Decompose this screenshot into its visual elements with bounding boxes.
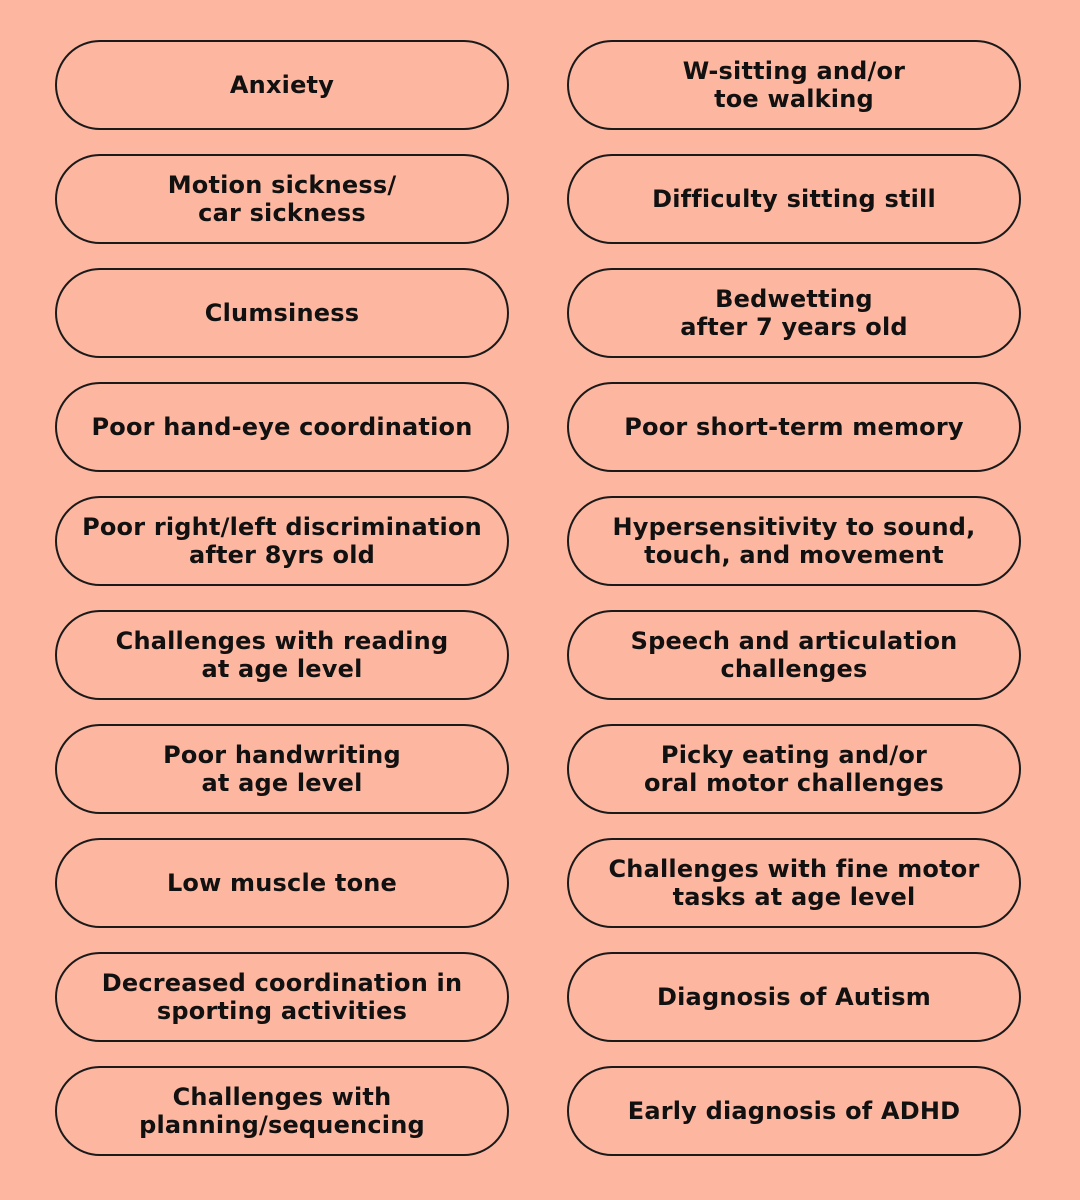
- symptom-grid: [55, 40, 1021, 1156]
- symptom-label: Low muscle tone: [166, 869, 398, 897]
- symptom-pill-anxiety: [55, 40, 509, 130]
- symptom-pill-right-left: [55, 496, 509, 586]
- symptom-pill-hand-eye: [55, 382, 509, 472]
- symptom-pill-short-term-memory: [567, 382, 1021, 472]
- symptom-label: W-sitting and/or toe walking: [682, 57, 906, 113]
- symptom-label: Picky eating and/or oral motor challenges: [643, 741, 945, 797]
- symptom-label: Anxiety: [229, 71, 335, 99]
- symptom-pill-speech: [567, 610, 1021, 700]
- symptom-label: Hypersensitivity to sound, touch, and movement: [612, 513, 976, 569]
- symptom-label: Clumsiness: [204, 299, 360, 327]
- symptom-pill-picky-eating: [567, 724, 1021, 814]
- symptom-label: Bedwetting after 7 years old: [680, 285, 908, 341]
- symptom-label: Challenges with fine motor tasks at age level: [608, 855, 980, 911]
- symptom-label: Poor right/left discrimination after 8yrs old: [82, 513, 482, 569]
- symptom-pill-coordination-sports: [55, 952, 509, 1042]
- symptom-pill-reading: [55, 610, 509, 700]
- symptom-label: Difficulty sitting still: [652, 185, 936, 213]
- symptom-label: Diagnosis of Autism: [657, 983, 931, 1011]
- symptom-label: Poor hand-eye coordination: [91, 413, 473, 441]
- symptom-label: Motion sickness/ car sickness: [167, 171, 397, 227]
- symptom-pill-motion-sickness: [55, 154, 509, 244]
- symptom-label: Decreased coordination in sporting activities: [101, 969, 463, 1025]
- symptom-pill-w-sitting: [567, 40, 1021, 130]
- symptom-label: Poor short-term memory: [624, 413, 964, 441]
- symptom-pill-planning: [55, 1066, 509, 1156]
- symptom-pill-adhd: [567, 1066, 1021, 1156]
- symptom-pill-handwriting: [55, 724, 509, 814]
- symptom-pill-bedwetting: [567, 268, 1021, 358]
- symptom-pill-clumsiness: [55, 268, 509, 358]
- symptom-pill-muscle-tone: [55, 838, 509, 928]
- symptom-label: Early diagnosis of ADHD: [627, 1097, 961, 1125]
- symptom-pill-fine-motor: [567, 838, 1021, 928]
- symptom-label: Challenges with reading at age level: [115, 627, 449, 683]
- symptom-label: Speech and articulation challenges: [630, 627, 958, 683]
- symptom-pill-autism: [567, 952, 1021, 1042]
- symptom-label: Challenges with planning/sequencing: [139, 1083, 425, 1139]
- symptom-pill-hypersensitivity: [567, 496, 1021, 586]
- symptom-pill-sitting-still: [567, 154, 1021, 244]
- symptom-label: Poor handwriting at age level: [163, 741, 401, 797]
